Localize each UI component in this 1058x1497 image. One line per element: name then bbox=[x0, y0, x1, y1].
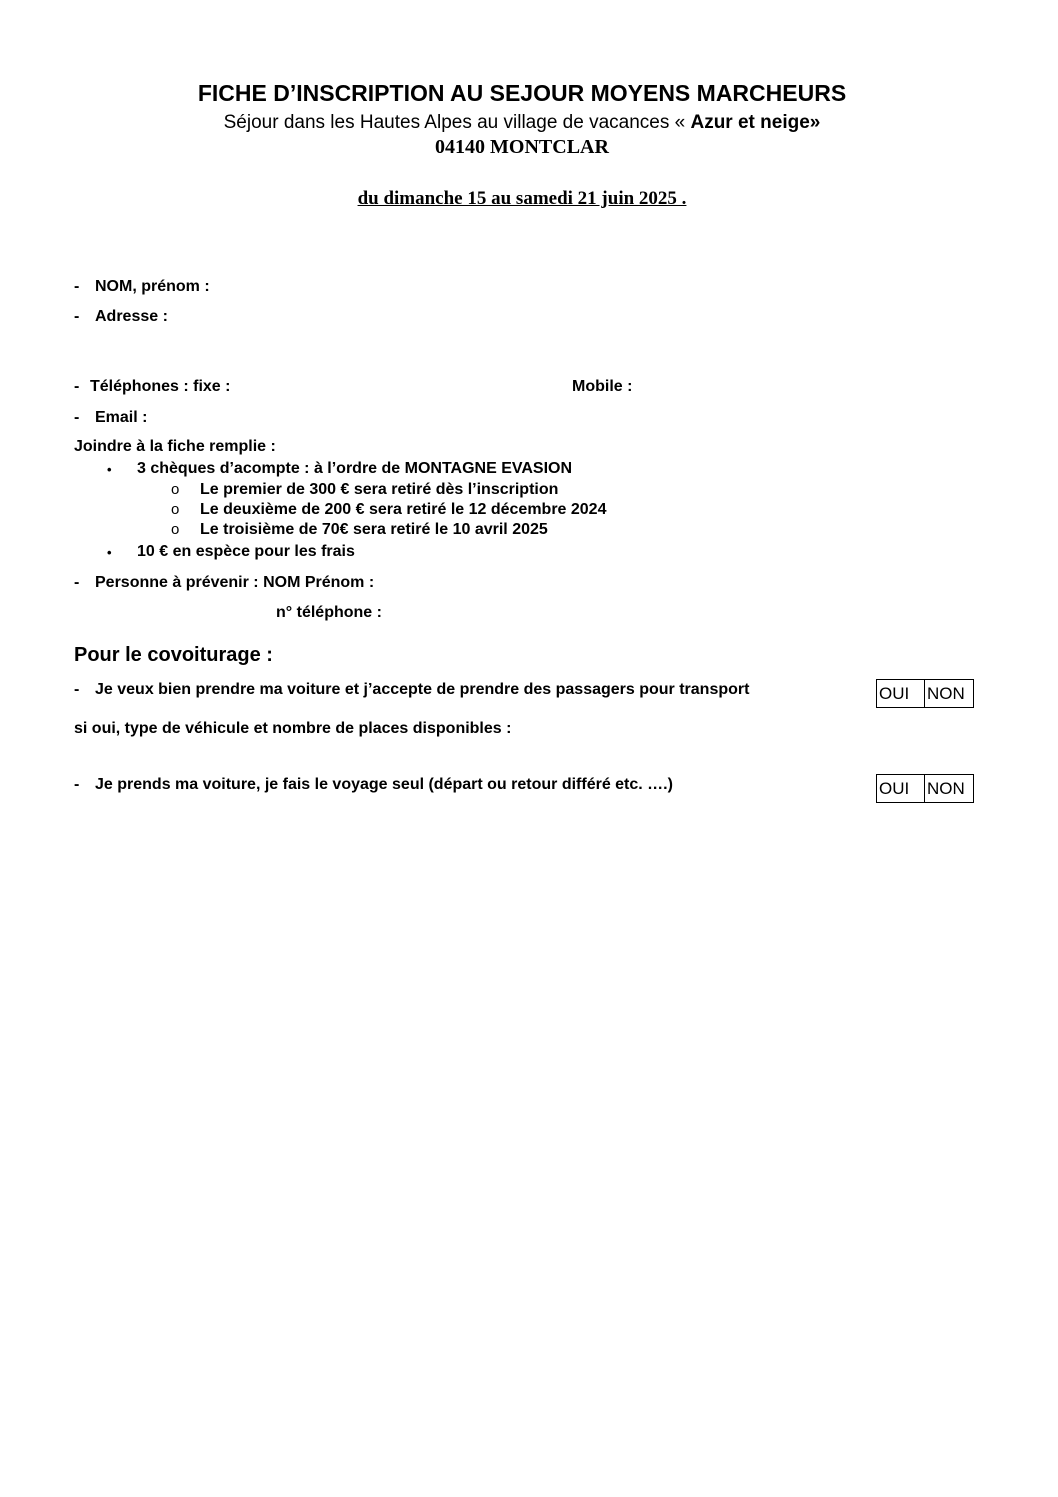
sub-item-text: Le deuxième de 200 € sera retiré le 12 décembre 2024 bbox=[200, 501, 607, 518]
village-name: Azur et neige bbox=[690, 112, 810, 133]
q1-yes-no-box bbox=[876, 679, 974, 708]
circle-bullet-icon: o bbox=[171, 521, 180, 538]
joindre-heading: Joindre à la fiche remplie : bbox=[74, 438, 276, 455]
q2-oui-option[interactable]: OUI bbox=[877, 775, 925, 802]
dash: - bbox=[74, 378, 80, 395]
dash: - bbox=[74, 681, 80, 698]
field-mobile-label: Mobile : bbox=[572, 378, 633, 395]
subtitle-suffix: » bbox=[809, 112, 821, 133]
dash: - bbox=[74, 776, 80, 793]
sub-item-text: Le troisième de 70€ sera retiré le 10 avril 2025 bbox=[200, 521, 548, 538]
field-email-label: Email : bbox=[95, 409, 148, 426]
q2-non-option[interactable]: NON bbox=[927, 779, 965, 798]
subtitle-prefix: Séjour dans les Hautes Alpes au village de vacances « bbox=[223, 112, 691, 133]
covoiturage-heading: Pour le covoiturage : bbox=[74, 644, 273, 666]
cheques-text: 3 chèques d’acompte : à l’ordre de MONTAGNE EVASION bbox=[137, 460, 573, 477]
dash: - bbox=[74, 409, 80, 426]
form-title: FICHE D’INSCRIPTION AU SEJOUR MOYENS MARCHEURS bbox=[197, 80, 847, 106]
form-subtitle bbox=[0, 112, 1044, 134]
dash: - bbox=[74, 574, 80, 591]
circle-bullet-icon: o bbox=[171, 501, 180, 518]
q1-text: Je veux bien prendre ma voiture et j’accepte de prendre des passagers pour transport bbox=[95, 681, 750, 698]
dash: - bbox=[74, 278, 80, 295]
q1-non-option[interactable]: NON bbox=[927, 684, 965, 703]
dates-line: du dimanche 15 au samedi 21 juin 2025 . bbox=[357, 188, 687, 209]
prevenir-label: Personne à prévenir : NOM Prénom : bbox=[95, 574, 375, 591]
city-line: 04140 MONTCLAR bbox=[435, 136, 609, 158]
q2-yes-no-box bbox=[876, 774, 974, 803]
prevenir-telephone-label: n° téléphone : bbox=[276, 604, 382, 621]
field-adresse-label: Adresse : bbox=[95, 308, 168, 325]
q2-text: Je prends ma voiture, je fais le voyage seul (départ ou retour différé etc. ….) bbox=[95, 776, 673, 793]
bullet-icon: • bbox=[107, 462, 112, 477]
field-nom-label: NOM, prénom : bbox=[95, 278, 210, 295]
circle-bullet-icon: o bbox=[171, 481, 180, 498]
especes-text: 10 € en espèce pour les frais bbox=[137, 543, 355, 560]
sub-item-text: Le premier de 300 € sera retiré dès l’inscription bbox=[200, 481, 559, 498]
field-telephones-label: Téléphones : fixe : bbox=[90, 378, 231, 395]
q1-detail: si oui, type de véhicule et nombre de places disponibles : bbox=[74, 720, 512, 737]
q1-oui-option[interactable]: OUI bbox=[877, 680, 925, 707]
bullet-icon: • bbox=[107, 545, 112, 560]
dash: - bbox=[74, 308, 80, 325]
